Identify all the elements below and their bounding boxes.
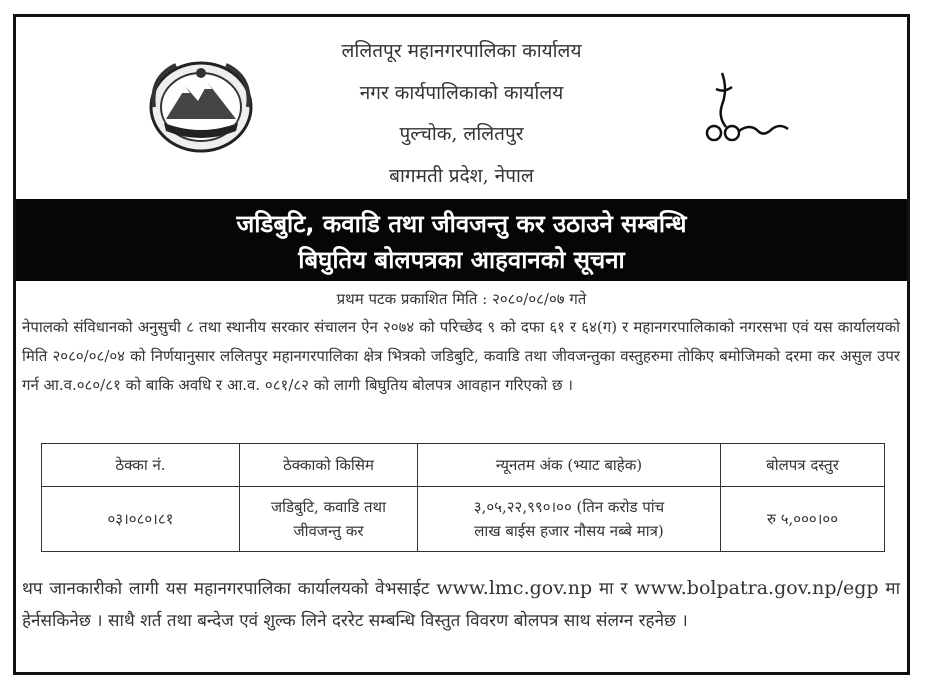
contract-no-cell: ०३।०८०।८१ (42, 487, 240, 552)
minimum-amount-cell (418, 487, 721, 552)
notice-body: नेपालको संविधानको अनुसुची ८ तथा स्थानीय सरकार संचालन ऐन २०७४ को परिच्छेद ९ को दफा ६१ र ६४(ग) र महानगरपालिकाको नगरसभा एवं यस कार्यालयको मिति २०८०/०८/०४ को निर्णयानुसार ललितपुर महानगरपालिका क्षेत्र भित्रको जडिबुटि, कवाडि तथा जीवजन्तुका वस्तुहरुमा तोकिए बमोजिमको दरमा कर असुल उपर गर्न आ.व.०८०/८१ को बाकि अवधि र आ.व. ०८१/८२ को लागी बिघुतिय बोलपत्र आवहान गरिएको छ । (22, 318, 900, 394)
notice-title-banner (16, 199, 907, 281)
contract-type-line2: जीवजन्तु कर (293, 522, 364, 540)
col-bid-fee: बोलपत्र दस्तुर (721, 444, 885, 487)
col-contract-no: ठेक्का नं. (42, 444, 240, 487)
col-contract-type: ठेक्काको किसिम (240, 444, 418, 487)
notice-title-line1: जडिबुटि, कवाडि तथा जीवजन्तु कर उठाउने सम्बन्धि (236, 210, 687, 238)
contract-type-cell (240, 487, 418, 552)
footer-text-part3: मा हेर्नसकिनेछ । साथै शर्त तथा बन्देज एवं शुल्क लिने दररेट सम्बन्धि विस्तुत विवरण बोलपत्र साथ संलग्न रहनेछ । (22, 579, 900, 631)
footer-info (22, 572, 900, 637)
office-name-municipality: ललितपूर महानगरपालिका कार्यालय (341, 40, 582, 62)
amount-line1: ३,०५,२२,९९०।०० (तिन करोड पांच (473, 498, 665, 516)
office-header (16, 17, 907, 197)
notice-title-line2: बिघुतिय बोलपत्रका आहवानको सूचना (298, 246, 625, 274)
office-province: बागमती प्रदेश, नेपाल (389, 165, 534, 187)
bid-fee-cell: रु ५,०००।०० (721, 487, 885, 552)
signature-icon (698, 67, 798, 147)
table-header-row (42, 444, 885, 487)
col-minimum-amount: न्यूनतम अंक (भ्याट बाहेक) (418, 444, 721, 487)
notice-frame (13, 14, 910, 675)
office-name-executive: नगर कार्यपालिकाको कार्यालय (359, 82, 564, 104)
office-address: पुल्चोक, ललितपुर (399, 123, 524, 145)
table-row (42, 487, 885, 552)
contract-type-line1: जडिबुटि, कवाडि तथा (270, 498, 387, 516)
footer-text-part2: मा र (599, 579, 628, 599)
amount-line2: लाख बाईस हजार नौसय नब्बे मात्र) (474, 522, 664, 540)
tender-table (41, 443, 885, 552)
published-date: प्रथम पटक प्रकाशित मिति : २०८०/०८/०७ गते (336, 290, 587, 308)
footer-text-part1: थप जानकारीको लागी यस महानगरपालिका कार्यालयको वेभसाईट (22, 579, 430, 599)
website-link-lmc[interactable]: www.lmc.gov.np (436, 577, 593, 599)
website-link-bolpatra[interactable]: www.bolpatra.gov.np/egp (634, 577, 879, 599)
